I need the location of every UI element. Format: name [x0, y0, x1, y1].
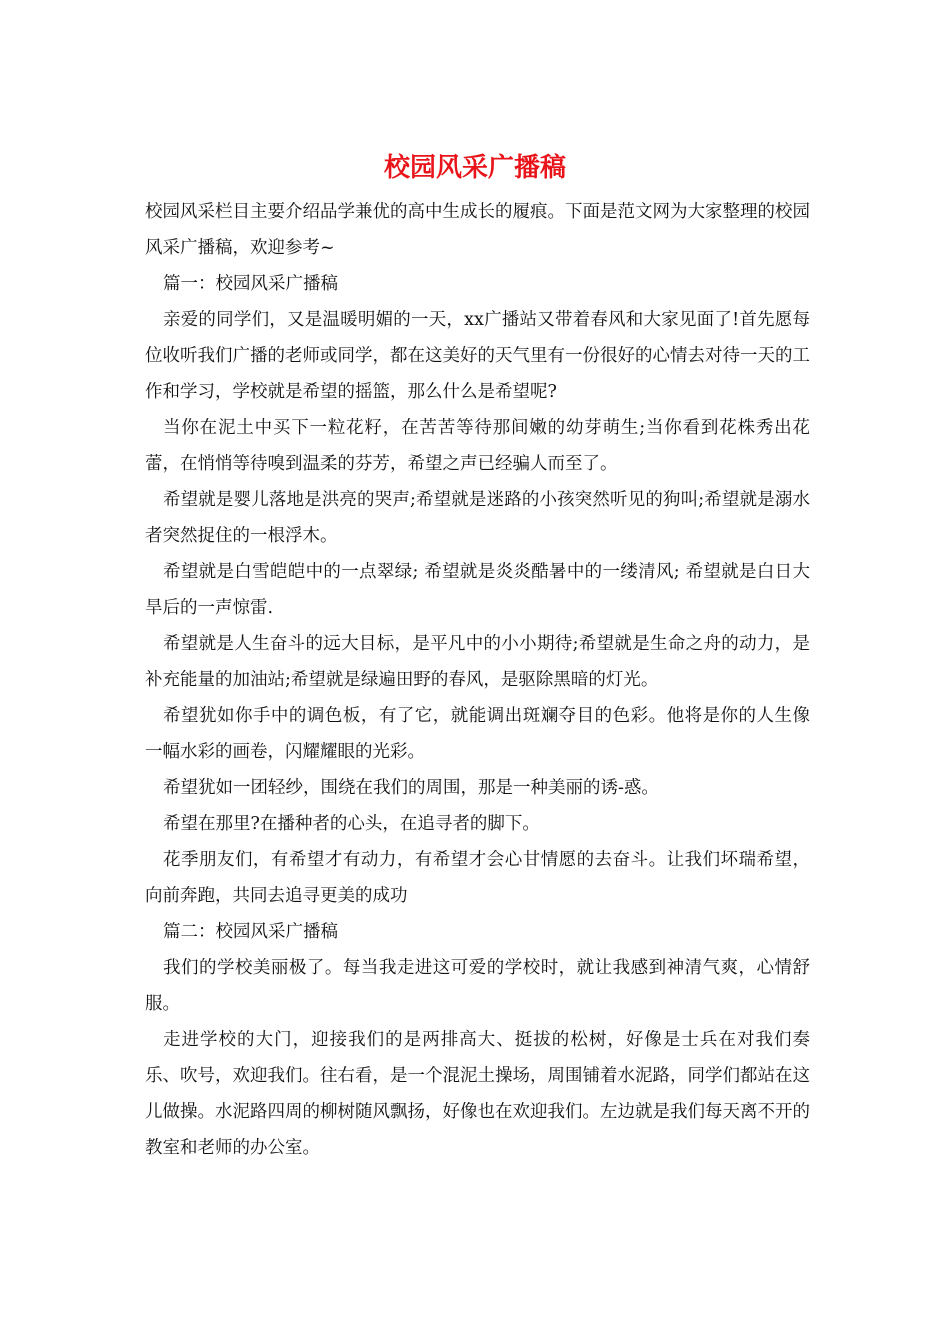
paragraph: 亲爱的同学们，又是温暖明媚的一天，xx广播站又带着春风和大家见面了!首先愿每位收听我们广播的老师或同学，都在这美好的天气里有一份很好的心情去对待一天的工作和学习，学校就是希望的摇篮，那么什么是希望呢?	[145, 310, 810, 402]
paragraph: 希望在那里?在播种者的心头，在追寻者的脚下。	[163, 814, 540, 834]
document-body	[145, 194, 810, 1166]
section-heading-part-one: 篇一：校园风采广播稿	[163, 274, 338, 294]
intro-paragraph: 校园风采栏目主要介绍品学兼优的高中生成长的履痕。下面是范文网为大家整理的校园风采广播稿，欢迎参考~	[145, 202, 810, 258]
paragraph: 希望就是婴儿落地是洪亮的哭声;希望就是迷路的小孩突然听见的狗叫;希望就是溺水者突然捉住的一根浮木。	[145, 490, 810, 546]
paragraph: 希望犹如你手中的调色板，有了它，就能调出斑斓夺目的色彩。他将是你的人生像一幅水彩的画卷，闪耀耀眼的光彩。	[145, 706, 810, 762]
paragraph: 希望就是白雪皑皑中的一点翠绿; 希望就是炎炎酷暑中的一缕清风; 希望就是白日大旱后的一声惊雷.	[145, 562, 810, 618]
paragraph: 我们的学校美丽极了。每当我走进这可爱的学校时，就让我感到神清气爽，心情舒服。	[145, 958, 810, 1014]
section-heading-part-two: 篇二：校园风采广播稿	[163, 922, 338, 942]
paragraph: 当你在泥土中买下一粒花籽，在苦苦等待那间嫩的幼芽萌生;当你看到花株秀出花蕾，在悄悄等待嗅到温柔的芬芳，希望之声已经骗人而至了。	[145, 418, 810, 474]
paragraph: 花季朋友们，有希望才有动力，有希望才会心甘情愿的去奋斗。让我们坏瑞希望，向前奔跑，共同去追寻更美的成功	[145, 850, 810, 906]
paragraph: 希望犹如一团轻纱，围绕在我们的周围，那是一种美丽的诱-惑。	[163, 778, 659, 798]
document-title: 校园风采广播稿	[383, 153, 566, 183]
paragraph: 走进学校的大门，迎接我们的是两排高大、挺拔的松树，好像是士兵在对我们奏乐、吹号，欢迎我们。往右看，是一个混泥土操场，周围铺着水泥路，同学们都站在这儿做操。水泥路四周的柳树随风飘扬，好像也在欢迎我们。左边就是我们每天离不开的教室和老师的办公室。	[145, 1030, 810, 1158]
paragraph: 希望就是人生奋斗的远大目标，是平凡中的小小期待;希望就是生命之舟的动力，是补充能量的加油站;希望就是绿遍田野的春风，是驱除黑暗的灯光。	[145, 634, 810, 690]
